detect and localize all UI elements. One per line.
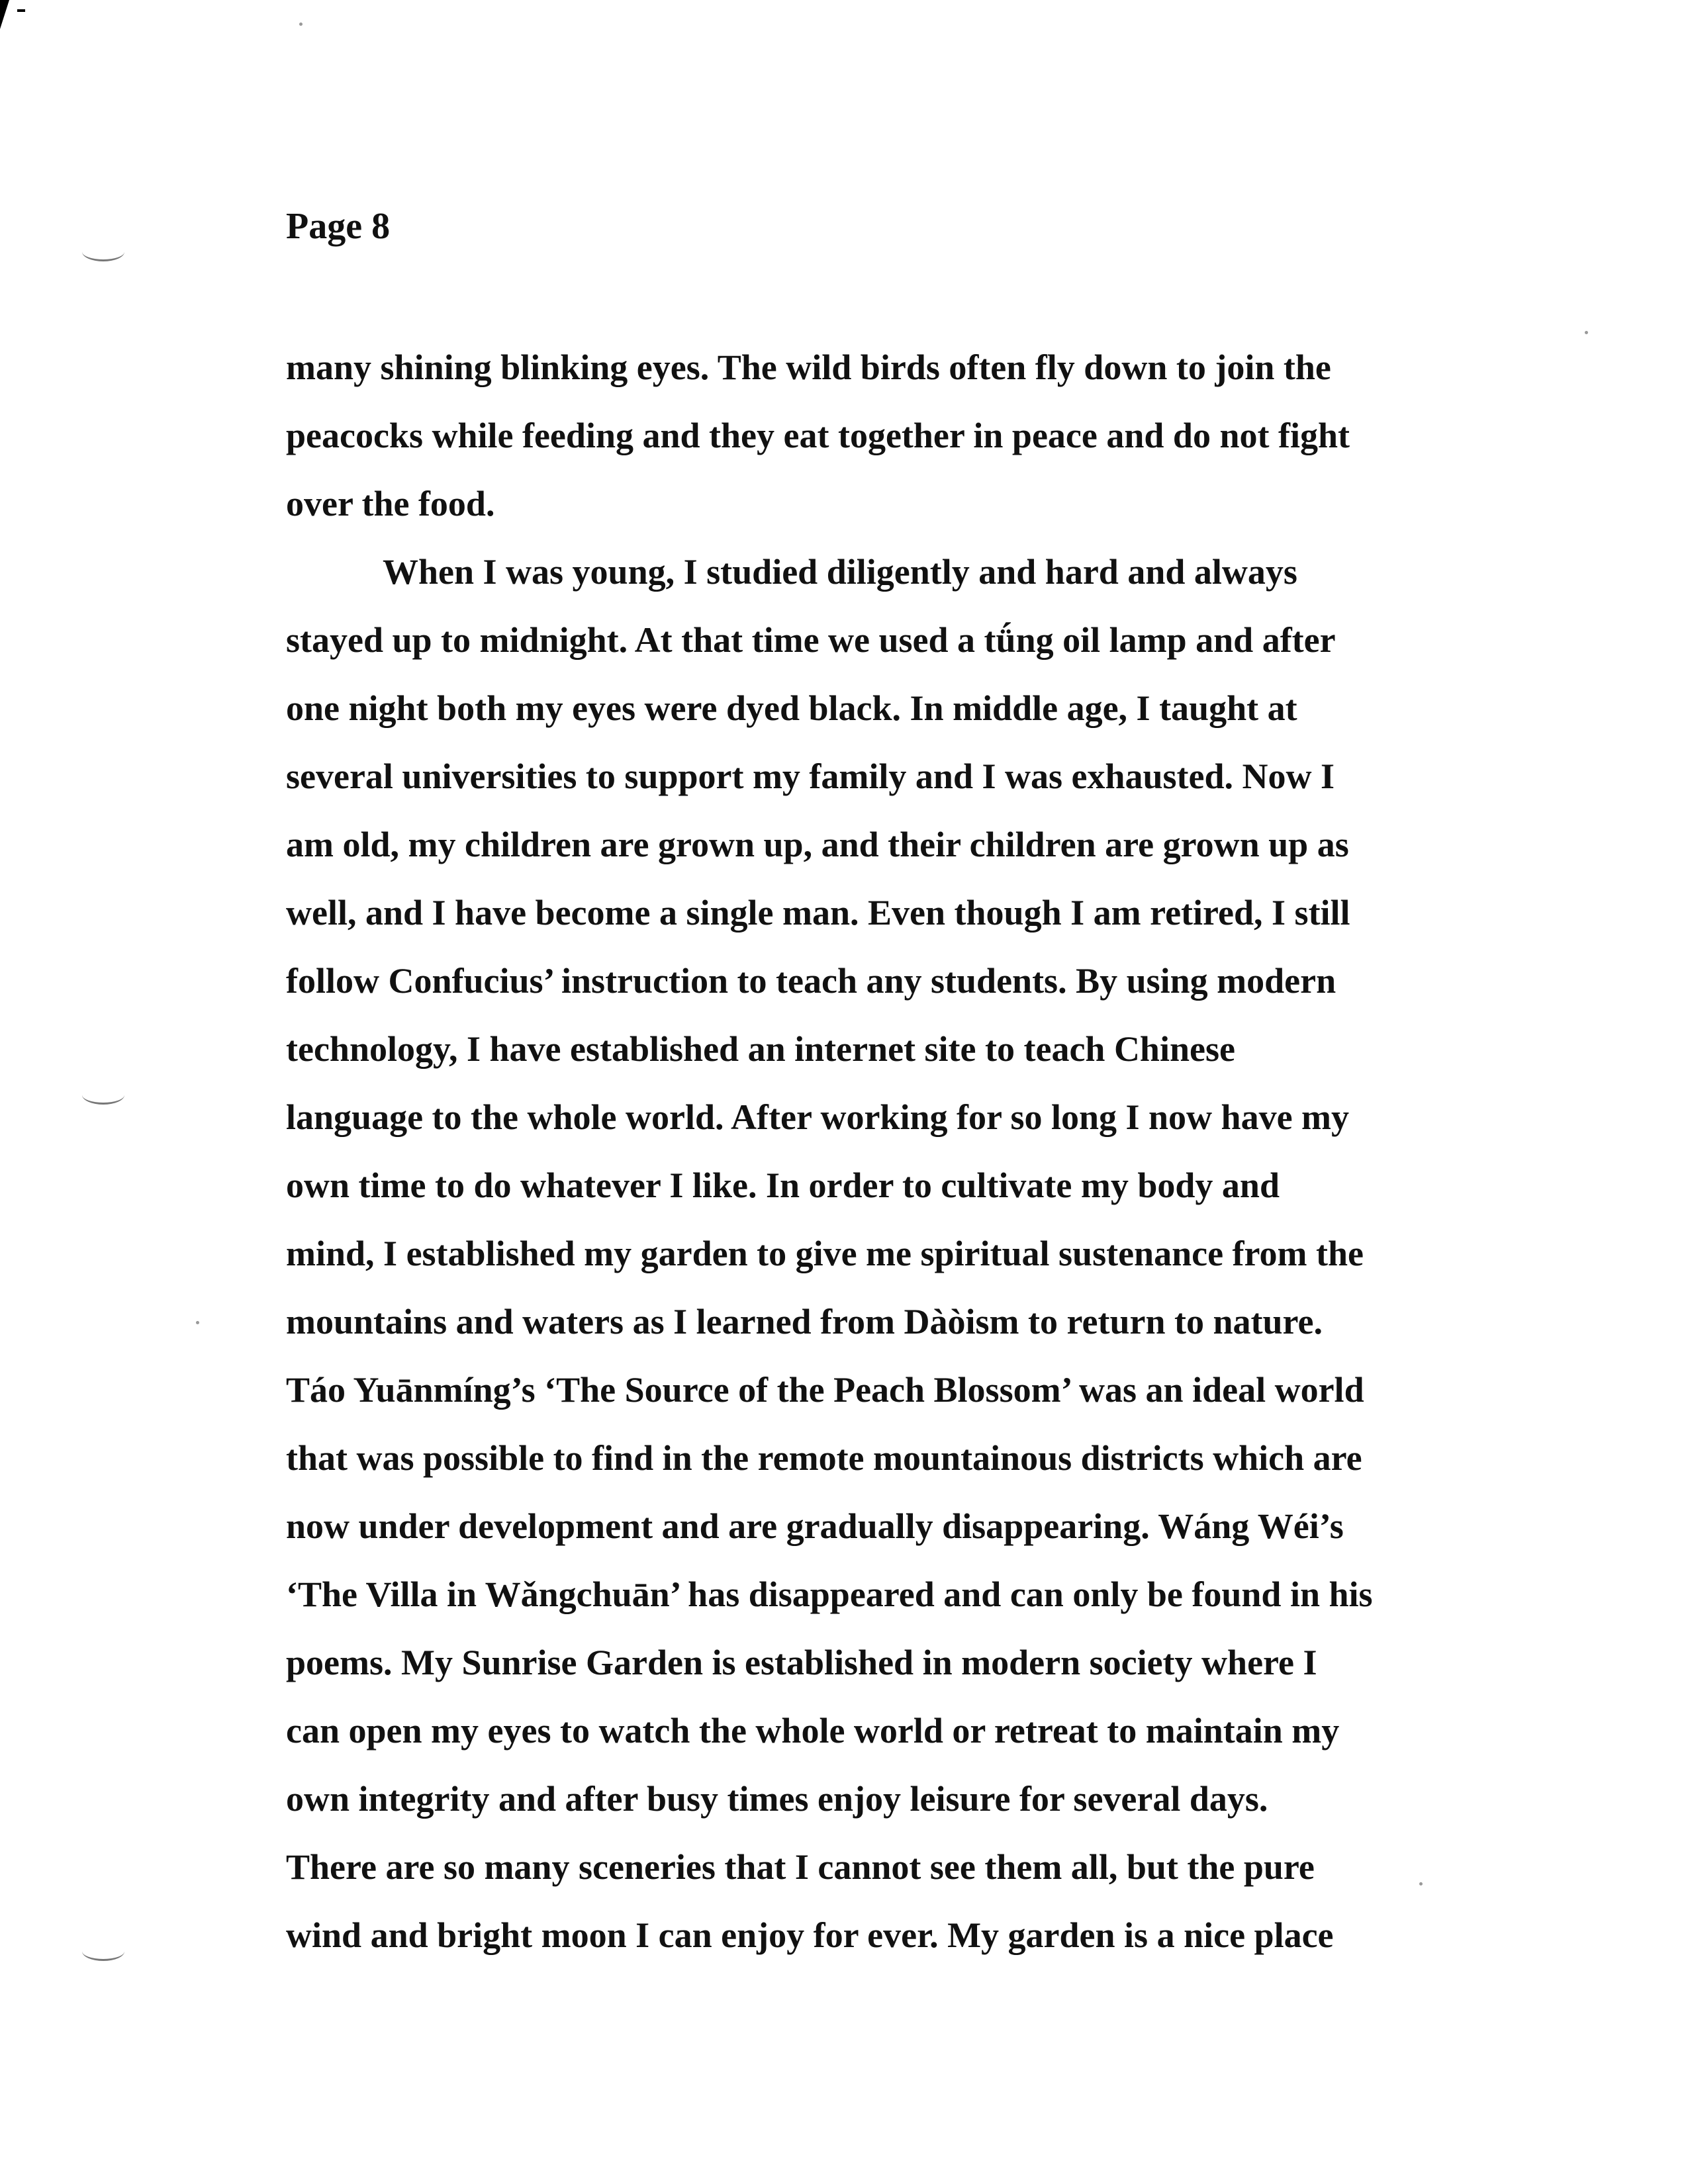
text-line: ‘The Villa in Wǎngchuān’ has disappeared and can only be found in his — [286, 1574, 1373, 1614]
text-line: that was possible to find in the remote mountainous districts which are — [286, 1438, 1362, 1478]
page-number-header: Page 8 — [286, 206, 391, 247]
text-line: follow Confucius’ instruction to teach any students. By using modern — [286, 961, 1336, 1001]
text-line: There are so many sceneries that I cannot see them all, but the pure — [286, 1847, 1315, 1887]
text-line: wind and bright moon I can enjoy for ever. My garden is a nice place — [286, 1915, 1334, 1955]
text-line: mind, I established my garden to give me spiritual sustenance from the — [286, 1234, 1364, 1273]
text-line: stayed up to midnight. At that time we used a tǘng oil lamp and after — [286, 620, 1336, 660]
text-line: When I was young, I studied diligently and hard and always — [383, 552, 1297, 592]
text-line: several universities to support my family and I was exhausted. Now I — [286, 756, 1335, 796]
text-line: many shining blinking eyes. The wild birds often fly down to join the — [286, 347, 1331, 387]
text-line: now under development and are gradually disappearing. Wáng Wéi’s — [286, 1506, 1344, 1546]
text-line: own time to do whatever I like. In order to cultivate my body and — [286, 1165, 1280, 1205]
text-line: peacocks while feeding and they eat together in peace and do not fight — [286, 416, 1350, 455]
text-line: well, and I have become a single man. Even though I am retired, I still — [286, 893, 1350, 933]
text-line: mountains and waters as I learned from Dàòism to return to nature. — [286, 1302, 1323, 1342]
text-line: poems. My Sunrise Garden is established in modern society where I — [286, 1643, 1317, 1682]
text-line: am old, my children are grown up, and their children are grown up as — [286, 825, 1349, 864]
text-line: language to the whole world. After working for so long I now have my — [286, 1097, 1350, 1137]
text-line: one night both my eyes were dyed black. In middle age, I taught at — [286, 688, 1297, 728]
text-line: Táo Yuānmíng’s ‘The Source of the Peach Blossom’ was an ideal world — [286, 1370, 1364, 1410]
text-line: own integrity and after busy times enjoy leisure for several days. — [286, 1779, 1268, 1819]
text-line: technology, I have established an internet site to teach Chinese — [286, 1029, 1235, 1069]
text-line: over the food. — [286, 484, 495, 523]
text-line: can open my eyes to watch the whole world or retreat to maintain my — [286, 1711, 1340, 1751]
